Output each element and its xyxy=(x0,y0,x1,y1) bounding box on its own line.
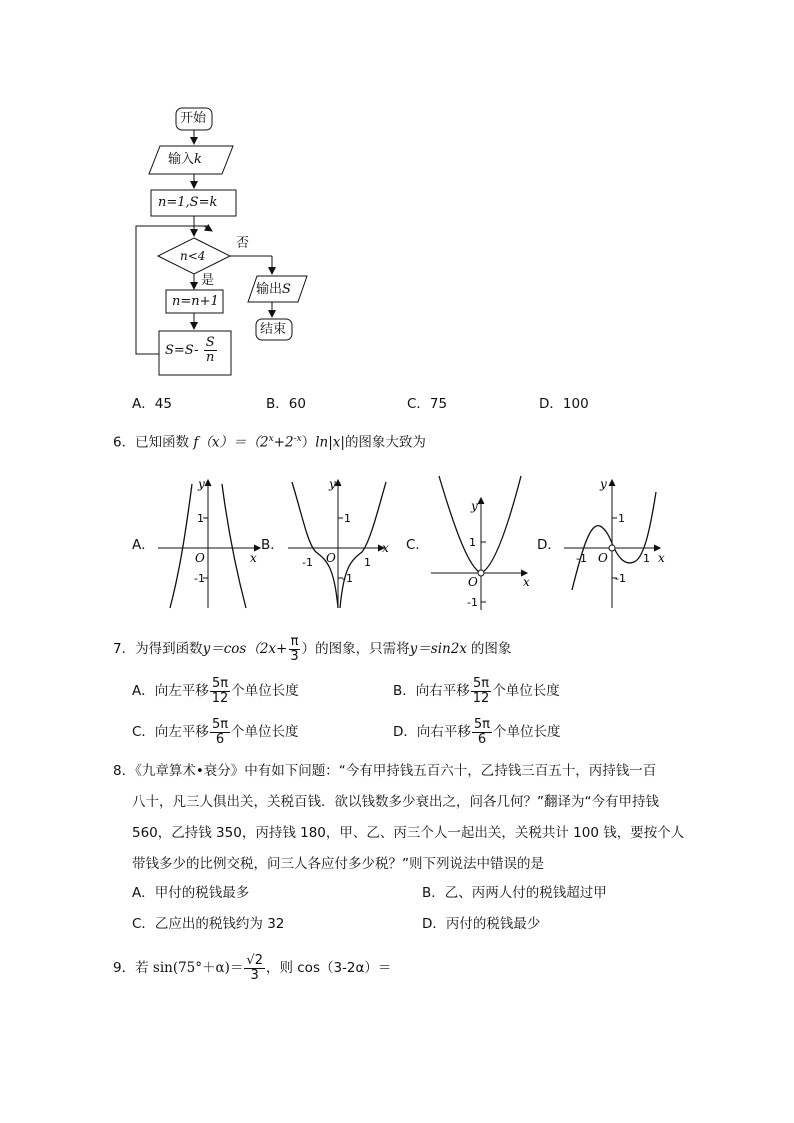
flow-end-text: 结束 xyxy=(260,322,287,337)
q7-option-b-tail: 个单位长度 xyxy=(492,683,560,699)
q7-pi-num: π xyxy=(290,633,299,649)
svg-text:-1: -1 xyxy=(615,572,626,585)
flow-update-num: S xyxy=(205,335,215,350)
q6-d-origin-hole xyxy=(609,545,615,551)
q9-fraction xyxy=(244,954,265,983)
q7-option-a-tail: 个单位长度 xyxy=(231,683,299,699)
svg-text:x: x xyxy=(523,575,530,589)
flow-output-var: S xyxy=(282,282,291,297)
q7-option-b-fraction xyxy=(471,677,492,706)
q7-option-d-fraction xyxy=(472,718,492,747)
svg-text:1: 1 xyxy=(344,512,351,525)
svg-text:O: O xyxy=(598,551,608,565)
flow-update-den: n xyxy=(205,350,215,365)
flow-input-var: k xyxy=(194,152,202,167)
q6-stem-pre: 已知函数 xyxy=(135,434,190,451)
q7-option-c-label: C．向左平移 xyxy=(132,724,209,740)
q8-option-c[interactable]: C．乙应出的税钱约为 32 xyxy=(132,916,285,932)
q5-option-c[interactable]: C．75 xyxy=(407,396,448,412)
q6-option-b-label[interactable]: B． xyxy=(261,537,284,553)
q8-option-d[interactable]: D．丙付的税钱最少 xyxy=(422,916,541,932)
q9-stem-pre: 若 sin(75°＋α)＝ xyxy=(135,960,244,976)
svg-text:1: 1 xyxy=(197,512,204,525)
q7-option-a[interactable] xyxy=(132,674,299,708)
svg-text:1: 1 xyxy=(469,536,476,549)
q5-option-b[interactable]: B．60 xyxy=(266,396,306,412)
q6-ln: ln|x| xyxy=(315,434,345,451)
q6-exp2: -x xyxy=(293,434,302,444)
q5-option-a[interactable]: A．45 xyxy=(132,396,172,412)
svg-text:1: 1 xyxy=(364,556,371,569)
flow-output-label: 输出 xyxy=(256,282,283,297)
svg-text:x: x xyxy=(250,551,257,565)
svg-text:-1: -1 xyxy=(302,556,313,569)
q8-option-a[interactable]: A．甲付的税钱最多 xyxy=(132,885,250,901)
flow-update-text xyxy=(165,336,218,365)
q7-a-den: 12 xyxy=(211,690,229,706)
q6-b-left-curve xyxy=(292,482,338,608)
q7-b-num: 5π xyxy=(472,675,490,691)
q6-a-left-curve xyxy=(170,484,192,608)
flow-output-text xyxy=(256,281,291,299)
q6-func: f（x）＝（2 xyxy=(193,434,269,451)
q8-option-b[interactable]: B．乙、丙两人付的税钱超过甲 xyxy=(422,885,607,901)
q8-line-3: 560，乙持钱 350，丙持钱 180，甲、乙、丙三个人一起出关，关税共计 100 钱，要按个人 xyxy=(132,825,685,841)
q6-graph-a xyxy=(150,470,270,615)
flow-input-text xyxy=(168,151,202,169)
q7-option-a-fraction xyxy=(210,677,231,706)
q7-number: 7． xyxy=(113,641,136,657)
q7-stem xyxy=(113,632,511,666)
q7-option-d-tail: 个单位长度 xyxy=(493,724,561,740)
q7-stem-pre: 为得到函数 xyxy=(135,641,203,657)
q7-option-b[interactable] xyxy=(393,674,560,708)
q6-exp1: x xyxy=(268,434,274,444)
q9-stem-post: ，则 cos（3-2α）＝ xyxy=(265,960,392,976)
q7-option-c-fraction xyxy=(210,718,230,747)
q7-option-c[interactable] xyxy=(132,715,299,749)
q7-stem-post: 的图象 xyxy=(470,641,512,657)
q7-sin-expr: y＝sin2x xyxy=(409,641,467,657)
q8-line-2: 八十，凡三人俱出关，关税百钱．欲以钱数多少衰出之，问各几何？”翻译为“今有甲持钱 xyxy=(132,794,659,810)
q6-option-a-label[interactable]: A． xyxy=(132,537,155,553)
flow-update-lhs: S=S- xyxy=(165,343,199,358)
q7-d-den: 6 xyxy=(477,731,487,747)
q7-option-c-tail: 个单位长度 xyxy=(231,724,299,740)
q6-stem-post: 的图象大致为 xyxy=(344,434,426,451)
q6-suffix: ） xyxy=(301,434,316,451)
flowchart xyxy=(0,0,794,400)
svg-text:y: y xyxy=(471,499,478,513)
q9-num: √2 xyxy=(246,952,263,968)
q6-graph-c xyxy=(425,470,540,615)
q7-c-num: 5π xyxy=(211,716,229,732)
svg-text:O: O xyxy=(326,551,336,565)
q6-graph-d xyxy=(558,470,673,615)
q6-c-origin-hole xyxy=(478,570,484,576)
svg-text:-1: -1 xyxy=(576,552,587,565)
flow-start-text: 开始 xyxy=(180,111,207,126)
q6-number: 6． xyxy=(113,434,136,451)
q8-line-1: 8．《九章算术•衰分》中有如下问题：“今有甲持钱五百六十，乙持钱三百五十，丙持钱一百 xyxy=(113,763,657,779)
q9-number: 9． xyxy=(113,960,136,976)
q7-option-a-label: A．向左平移 xyxy=(132,683,209,699)
flow-condition-text: n<4 xyxy=(180,249,206,263)
q6-option-c-label[interactable]: C． xyxy=(406,537,429,553)
q7-close: ）的图象，只需将 xyxy=(301,641,410,657)
q7-option-b-label: B．向右平移 xyxy=(393,683,470,699)
svg-text:O: O xyxy=(468,575,478,589)
q7-b-den: 12 xyxy=(472,690,490,706)
svg-text:-1: -1 xyxy=(342,572,353,585)
q7-cos-expr: y＝cos（2x+ xyxy=(202,641,288,657)
svg-text:x: x xyxy=(382,541,389,555)
svg-text:O: O xyxy=(195,551,205,565)
q6-stem xyxy=(113,430,426,452)
flow-input-label: 输入 xyxy=(168,152,195,167)
q9-stem xyxy=(113,950,391,986)
q7-c-den: 6 xyxy=(215,731,225,747)
svg-text:y: y xyxy=(600,477,607,491)
q6-option-d-label[interactable]: D． xyxy=(537,537,561,553)
svg-text:-1: -1 xyxy=(194,572,205,585)
q6-d-curve xyxy=(572,492,656,590)
flow-update-fraction xyxy=(204,336,217,365)
q5-option-d[interactable]: D．100 xyxy=(539,396,589,412)
flow-yes-label: 是 xyxy=(201,273,215,288)
q7-pi-den: 3 xyxy=(290,648,299,664)
svg-text:y: y xyxy=(198,477,205,491)
svg-text:1: 1 xyxy=(643,552,650,565)
q6-a-right-curve xyxy=(222,484,246,608)
svg-text:1: 1 xyxy=(618,512,625,525)
flow-no-label: 否 xyxy=(236,236,250,251)
flow-init-text: n=1,S=k xyxy=(158,195,218,210)
q6-graph-b xyxy=(282,470,397,615)
q7-a-num: 5π xyxy=(211,675,229,691)
q6-mid: +2 xyxy=(273,434,294,451)
svg-text:x: x xyxy=(658,551,665,565)
flow-increment-text: n=n+1 xyxy=(172,294,219,309)
q9-den: 3 xyxy=(250,967,259,983)
q7-option-d[interactable] xyxy=(393,715,561,749)
svg-text:y: y xyxy=(329,477,336,491)
q7-pi-fraction xyxy=(288,635,300,664)
svg-text:-1: -1 xyxy=(467,596,478,609)
q6-c-curve xyxy=(439,476,521,573)
q8-line-4: 带钱多少的比例交税，问三人各应付多少税？”则下列说法中错误的是 xyxy=(132,856,544,872)
q7-option-d-label: D．向右平移 xyxy=(393,724,471,740)
q7-d-num: 5π xyxy=(473,716,491,732)
